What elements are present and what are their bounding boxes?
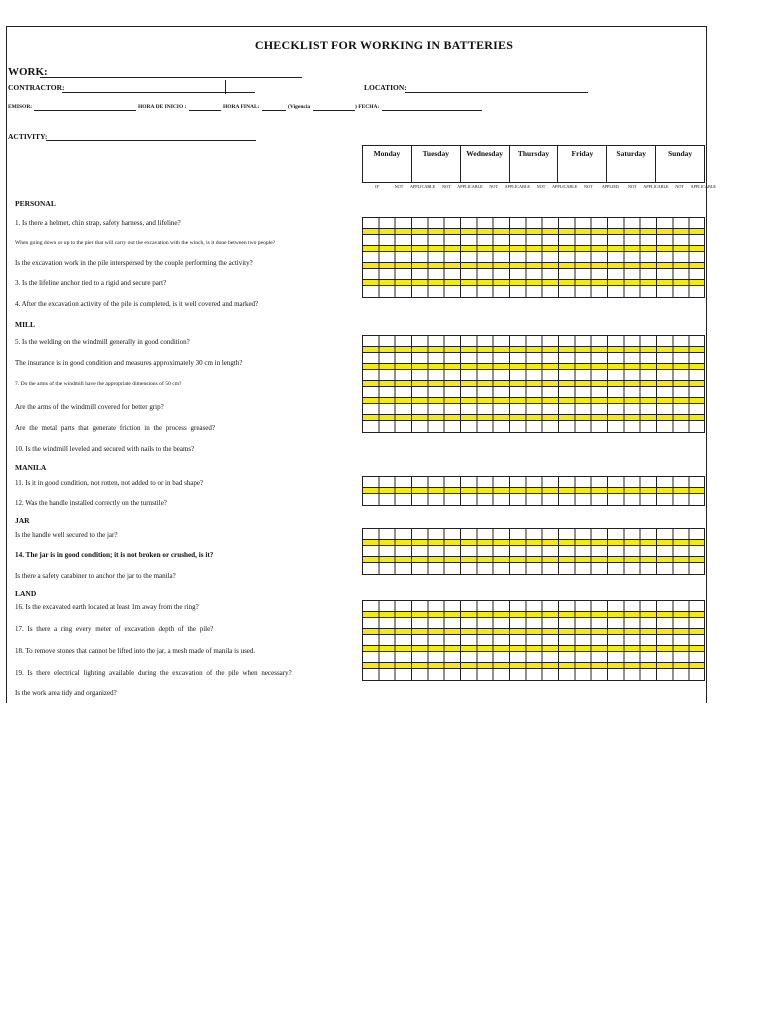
location-label: LOCATION:: [364, 83, 407, 92]
checkbox-grid-mill[interactable]: [362, 335, 705, 433]
grid-row[interactable]: [363, 218, 704, 229]
question-text: 12. Was the handle installed correctly on the turnstile?: [15, 499, 167, 507]
grid-row[interactable]: [363, 529, 704, 540]
day-saturday: Saturday: [607, 146, 656, 182]
vigencia-field[interactable]: [313, 110, 355, 111]
work-label: WORK:: [8, 66, 48, 78]
options-row: [366, 184, 716, 189]
option-label: IF: [375, 184, 379, 189]
question-text: 14. The jar is in good condition; it is not broken or crushed, is it?: [15, 551, 214, 559]
contractor-label: CONTRACTOR:: [8, 83, 65, 92]
option-label: NOT: [441, 184, 451, 189]
question-text: 5. Is the welding on the windmill generally in good condition?: [15, 338, 190, 346]
question-text: 1. Is there a helmet, chin strap, safety harness, and lifeline?: [15, 219, 181, 227]
section-title-mill: MILL: [15, 320, 36, 329]
option-label: APPLICABLE: [504, 184, 530, 189]
text-cursor: [225, 80, 226, 94]
option-label: APPLICABLE: [457, 184, 483, 189]
checkbox-grid-jar[interactable]: [362, 528, 705, 575]
grid-row[interactable]: [363, 635, 704, 646]
grid-row[interactable]: [363, 336, 704, 347]
grid-row[interactable]: [363, 421, 704, 432]
section-title-land: LAND: [15, 589, 37, 598]
activity-label: ACTIVITY:: [8, 132, 48, 141]
question-text: 3. Is the lifeline anchor tied to a rigid and secure part?: [15, 279, 167, 287]
emisor-field[interactable]: [34, 110, 136, 111]
option-label: APPLIED: [601, 184, 619, 189]
question-text: Is the work area tidy and organized?: [15, 689, 117, 697]
option-label: NOT: [675, 184, 684, 189]
option-label: APPLICABLE: [643, 184, 669, 189]
grid-row[interactable]: [363, 370, 704, 381]
day-sunday: Sunday: [667, 149, 693, 158]
option-label: NOT: [536, 184, 546, 189]
checkbox-grid-manila[interactable]: [362, 476, 705, 506]
grid-row[interactable]: [363, 618, 704, 629]
grid-row[interactable]: [363, 387, 704, 398]
option-label: NOT: [584, 184, 593, 189]
checkbox-grid-personal[interactable]: [362, 217, 705, 298]
hora-final-field[interactable]: [262, 110, 286, 111]
grid-row[interactable]: [363, 252, 704, 263]
activity-field[interactable]: [46, 140, 256, 141]
day-monday: Monday: [363, 146, 412, 182]
option-label: NOT: [394, 184, 404, 189]
question-text: The insurance is in good condition and measures approximately 30 cm in length?: [15, 359, 243, 367]
grid-row[interactable]: [363, 546, 704, 557]
grid-row[interactable]: [363, 404, 704, 415]
checkbox-grid-land[interactable]: [362, 600, 705, 681]
fecha-label: ) FECHA:: [355, 104, 380, 110]
option-label: APPLICABLE: [551, 184, 578, 189]
day-header-row: [362, 145, 705, 183]
option-label: APPLICABLE: [690, 184, 716, 189]
grid-row[interactable]: [363, 286, 704, 297]
question-text: 10. Is the windmill leveled and secured with nails to the beams?: [15, 445, 195, 453]
grid-row[interactable]: [363, 353, 704, 364]
question-text: 7. Do the arms of the windmill have the appropriate dimensions of 50 cm?: [15, 381, 182, 387]
question-text: 18. To remove stones that cannot be lifted into the jar, a mesh made of manila is used.: [15, 647, 256, 655]
option-label: NOT: [489, 184, 498, 189]
question-text: 16. Is the excavated earth located at least 1m away from the ring?: [15, 603, 199, 611]
question-text: Is there a safety carabiner to anchor the jar to the manila?: [15, 572, 176, 580]
question-text: Is the handle well secured to the jar?: [15, 531, 118, 539]
grid-row[interactable]: [363, 563, 704, 574]
hora-final-label: HORA FINAL:: [223, 104, 260, 110]
grid-row[interactable]: [363, 494, 704, 505]
vigencia-label: (Vigencia: [288, 104, 311, 110]
grid-row[interactable]: [363, 601, 704, 612]
grid-row[interactable]: [363, 235, 704, 246]
option-label: APPLICABLE: [409, 184, 436, 189]
question-text: Are the metal parts that generate friction in the process greased?: [15, 424, 215, 432]
question-text: Is the excavation work in the pile interspersed by the couple performing the activity?: [15, 259, 253, 267]
contractor-field[interactable]: [62, 92, 255, 93]
grid-row[interactable]: [363, 269, 704, 280]
day-wednesday: Wednesday: [461, 146, 510, 182]
section-title-jar: JAR: [15, 516, 30, 525]
emisor-label: EMISOR:: [8, 104, 33, 110]
day-friday: Friday: [558, 146, 607, 182]
option-label: NOT: [627, 184, 637, 189]
hora-inicio-label: HORA DE INICIO :: [138, 104, 187, 110]
question-text: When going down or up to the pier that will carry out the excavation with the winch, is it done between two people?: [15, 240, 276, 246]
form-title: CHECKLIST FOR WORKING IN BATTERIES: [254, 38, 514, 52]
question-text: 11. Is it in good condition, not rotten, not added to or in bad shape?: [15, 479, 204, 487]
grid-row[interactable]: [363, 477, 704, 488]
grid-row[interactable]: [363, 669, 704, 680]
question-text: 17. Is there a ring every meter of excavation depth of the pile?: [15, 625, 214, 633]
question-text: Are the arms of the windmill covered for better grip?: [15, 403, 164, 411]
fecha-field[interactable]: [382, 110, 482, 111]
hora-inicio-field[interactable]: [189, 110, 221, 111]
section-title-manila: MANILA: [15, 463, 47, 472]
work-field[interactable]: [40, 77, 302, 78]
question-text: 4. After the excavation activity of the pile is completed, is it well covered and marked?: [15, 300, 259, 308]
question-text: 19. Is there electrical lighting available during the excavation of the pile when necessary?: [15, 669, 292, 677]
grid-row[interactable]: [363, 652, 704, 663]
day-tuesday: Tuesday: [412, 146, 461, 182]
section-title-personal: PERSONAL: [15, 199, 56, 208]
location-field[interactable]: [405, 92, 588, 93]
day-thursday: Thursday: [510, 146, 559, 182]
